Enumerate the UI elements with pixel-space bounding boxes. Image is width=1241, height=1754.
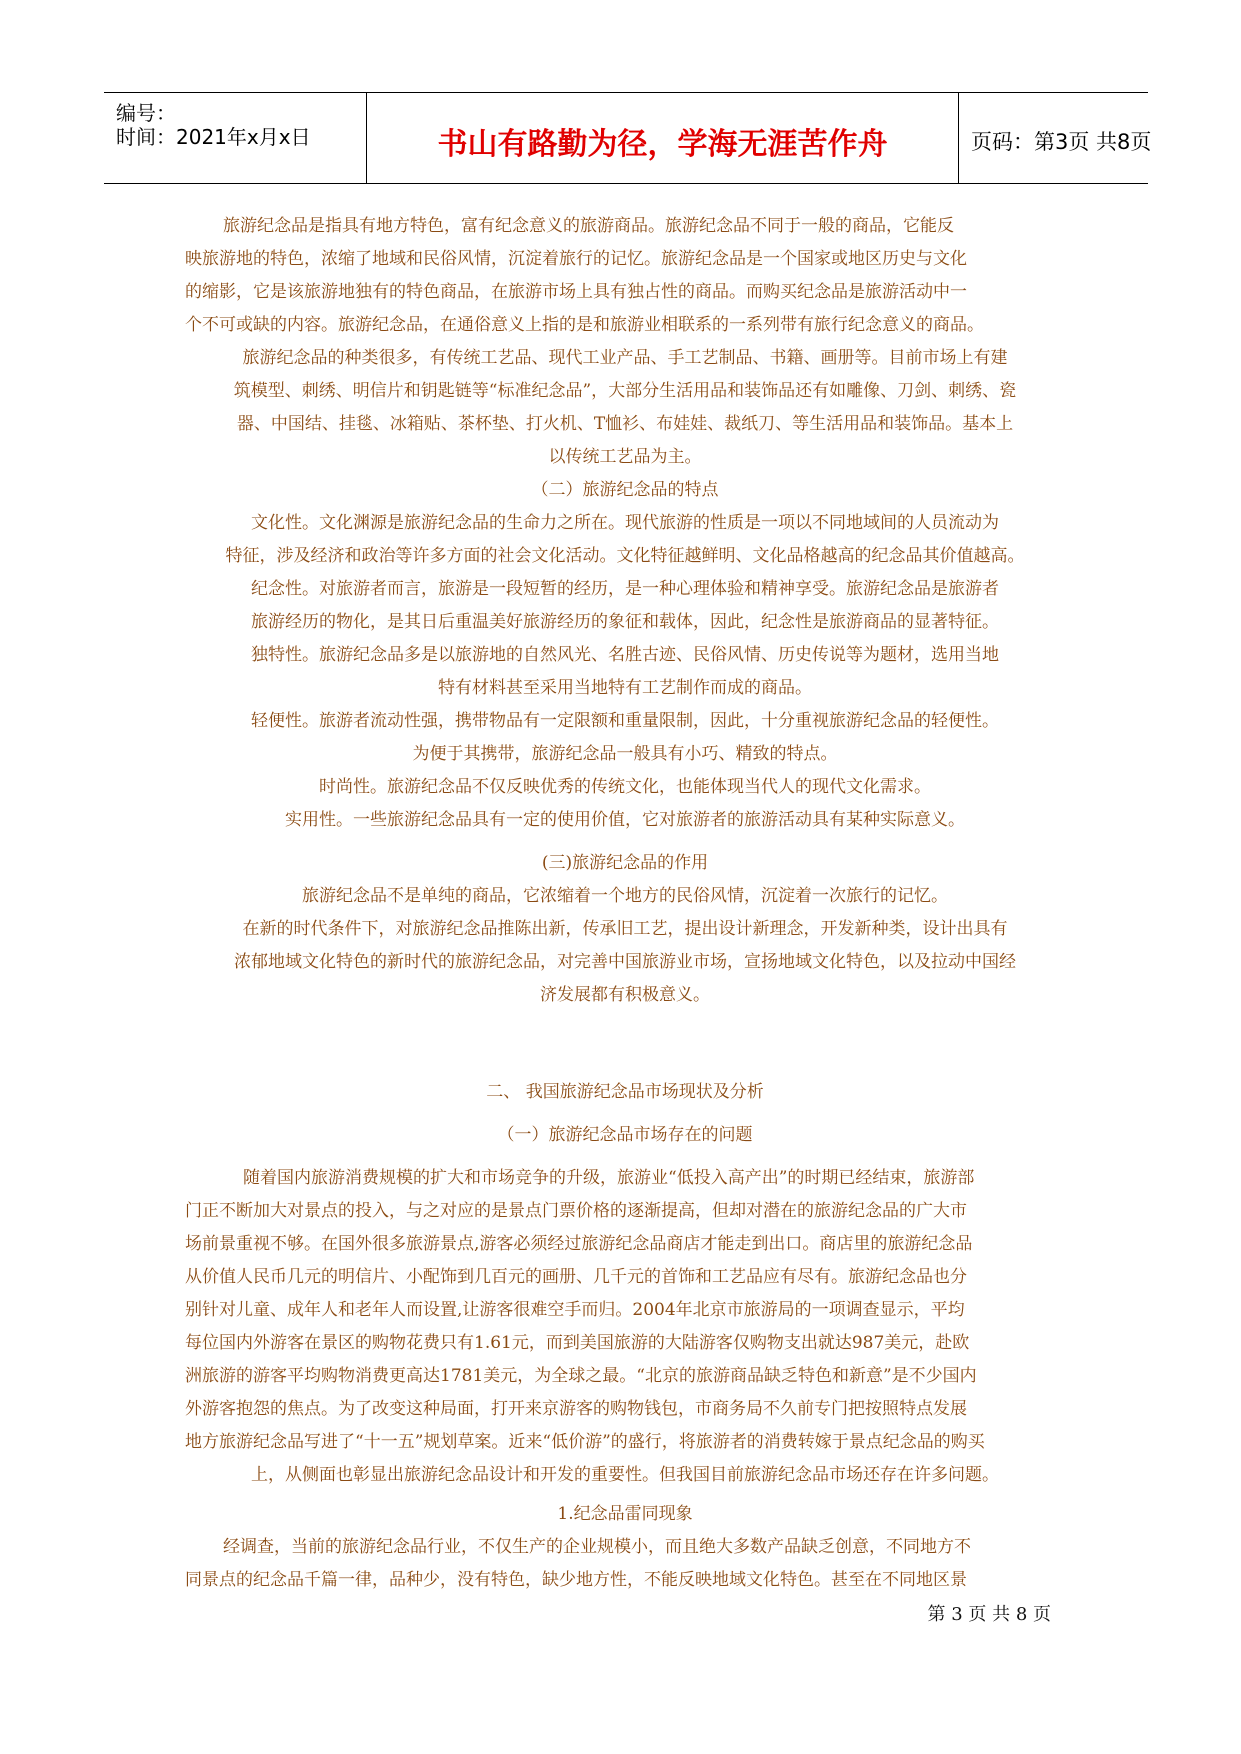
body-line: 实用性。一些旅游纪念品具有一定的使用价值，它对旅游者的旅游活动具有某种实际意义。 — [285, 810, 965, 830]
number-label: 编号： — [116, 101, 176, 125]
document-body — [185, 210, 1065, 1597]
chapter-heading: 二、 我国旅游纪念品市场现状及分析 — [486, 1082, 764, 1102]
body-line: 在新的时代条件下，对旅游纪念品推陈出新，传承旧工艺，提出设计新理念，开发新种类，设计出具有 — [242, 919, 1008, 939]
body-line: 以传统工艺品为主。 — [548, 447, 702, 467]
time-label: 时间：2021年x月x日 — [116, 125, 311, 149]
body-line: 随着国内旅游消费规模的扩大和市场竞争的升级，旅游业“低投入高产出”的时期已经结束，旅游部 — [243, 1168, 975, 1188]
page-footer: 第 3 页 共 8 页 — [927, 1604, 1051, 1625]
body-line: 从价值人民币几元的明信片、小配饰到几百元的画册、几千元的首饰和工艺品应有尽有。旅游纪念品也分 — [185, 1267, 967, 1287]
body-line: 旅游纪念品不是单纯的商品，它浓缩着一个地方的民俗风情，沉淀着一次旅行的记忆。 — [302, 886, 948, 906]
subsection-heading: 1.纪念品雷同现象 — [557, 1504, 693, 1524]
page-code: 页码：第3页 共8页 — [971, 130, 1152, 154]
body-line: 纪念性。对旅游者而言，旅游是一段短暂的经历，是一种心理体验和精神享受。旅游纪念品是旅游者 — [251, 579, 999, 599]
body-line: 的缩影，它是该旅游地独有的特色商品，在旅游市场上具有独占性的商品。而购买纪念品是旅游活动中一 — [185, 282, 967, 302]
body-line: 轻便性。旅游者流动性强，携带物品有一定限额和重量限制，因此，十分重视旅游纪念品的轻便性。 — [251, 711, 999, 731]
body-line: 浓郁地域文化特色的新时代的旅游纪念品，对完善中国旅游业市场，宣扬地域文化特色，以及拉动中国经 — [234, 952, 1016, 972]
body-line: 旅游经历的物化，是其日后重温美好旅游经历的象征和载体，因此，纪念性是旅游商品的显著特征。 — [251, 612, 999, 632]
section-heading: （一）旅游纪念品市场存在的问题 — [497, 1125, 753, 1145]
body-line: 经调查，当前的旅游纪念品行业，不仅生产的企业规模小，而且绝大多数产品缺乏创意，不同地方不 — [223, 1537, 971, 1557]
body-line: 器、中国结、挂毯、冰箱贴、茶杯垫、打火机、T恤衫、布娃娃、裁纸刀、等生活用品和装饰品。基本上 — [236, 414, 1014, 434]
body-line: 外游客抱怨的焦点。为了改变这种局面，打开来京游客的购物钱包，市商务局不久前专门把按照特点发展 — [185, 1399, 967, 1419]
body-line: 映旅游地的特色，浓缩了地域和民俗风情，沉淀着旅行的记忆。旅游纪念品是一个国家或地区历史与文化 — [185, 249, 967, 269]
body-line: 筑模型、刺绣、明信片和钥匙链等“标准纪念品”，大部分生活用品和装饰品还有如雕像、刀剑、刺绣、瓷 — [233, 381, 1017, 401]
body-line: 时尚性。旅游纪念品不仅反映优秀的传统文化，也能体现当代人的现代文化需求。 — [319, 777, 931, 797]
body-line: 济发展都有积极意义。 — [540, 985, 710, 1005]
body-line: 别针对儿童、成年人和老年人而设置,让游客很难空手而归。2004年北京市旅游局的一项调查显示，平均 — [185, 1300, 965, 1320]
body-line: 地方旅游纪念品写进了“十一五”规划草案。近来“低价游”的盛行，将旅游者的消费转嫁于景点纪念品的购买 — [185, 1432, 985, 1452]
header-meta-cell — [104, 93, 367, 183]
motto-text: 书山有路勤为径，学海无涯苦作舟 — [437, 127, 888, 162]
body-line: 个不可或缺的内容。旅游纪念品，在通俗意义上指的是和旅游业相联系的一系列带有旅行纪念意义的商品。 — [185, 315, 984, 335]
body-line: 独特性。旅游纪念品多是以旅游地的自然风光、名胜古迹、民俗风情、历史传说等为题材，选用当地 — [251, 645, 999, 665]
body-line: 上，从侧面也彰显出旅游纪念品设计和开发的重要性。但我国目前旅游纪念品市场还存在许多问题。 — [251, 1465, 999, 1485]
body-line: 洲旅游的游客平均购物消费更高达1781美元，为全球之最。“北京的旅游商品缺乏特色和新意”是不少国内 — [185, 1366, 977, 1386]
section-heading: (三)旅游纪念品的作用 — [541, 853, 709, 873]
page-header — [104, 92, 1152, 184]
body-line: 特有材料甚至采用当地特有工艺制作而成的商品。 — [438, 678, 812, 698]
body-line: 旅游纪念品的种类很多，有传统工艺品、现代工业产品、手工艺制品、书籍、画册等。目前市场上有建 — [242, 348, 1008, 368]
body-line: 旅游纪念品是指具有地方特色，富有纪念意义的旅游商品。旅游纪念品不同于一般的商品，它能反 — [223, 216, 954, 236]
body-line: 门正不断加大对景点的投入，与之对应的是景点门票价格的逐渐提高，但却对潜在的旅游纪念品的广大市 — [185, 1201, 967, 1221]
body-line: 每位国内外游客在景区的购物花费只有1.61元，而到美国旅游的大陆游客仅购物支出就达987美元，赴欧 — [185, 1333, 970, 1353]
body-line: 场前景重视不够。在国外很多旅游景点,游客必须经过旅游纪念品商店才能走到出口。商店里的旅游纪念品 — [185, 1234, 973, 1254]
header-pagecode-cell — [959, 93, 1152, 183]
header-motto-cell — [367, 93, 959, 183]
body-line: 特征，涉及经济和政治等许多方面的社会文化活动。文化特征越鲜明、文化品格越高的纪念品其价值越高。 — [225, 546, 1025, 566]
body-line: 为便于其携带，旅游纪念品一般具有小巧、精致的特点。 — [412, 744, 838, 764]
body-line: 文化性。文化渊源是旅游纪念品的生命力之所在。现代旅游的性质是一项以不同地域间的人员流动为 — [251, 513, 999, 533]
body-line: 同景点的纪念品千篇一律，品种少，没有特色，缺少地方性，不能反映地域文化特色。甚至在不同地区景 — [185, 1570, 967, 1590]
section-heading: （二）旅游纪念品的特点 — [531, 480, 719, 500]
